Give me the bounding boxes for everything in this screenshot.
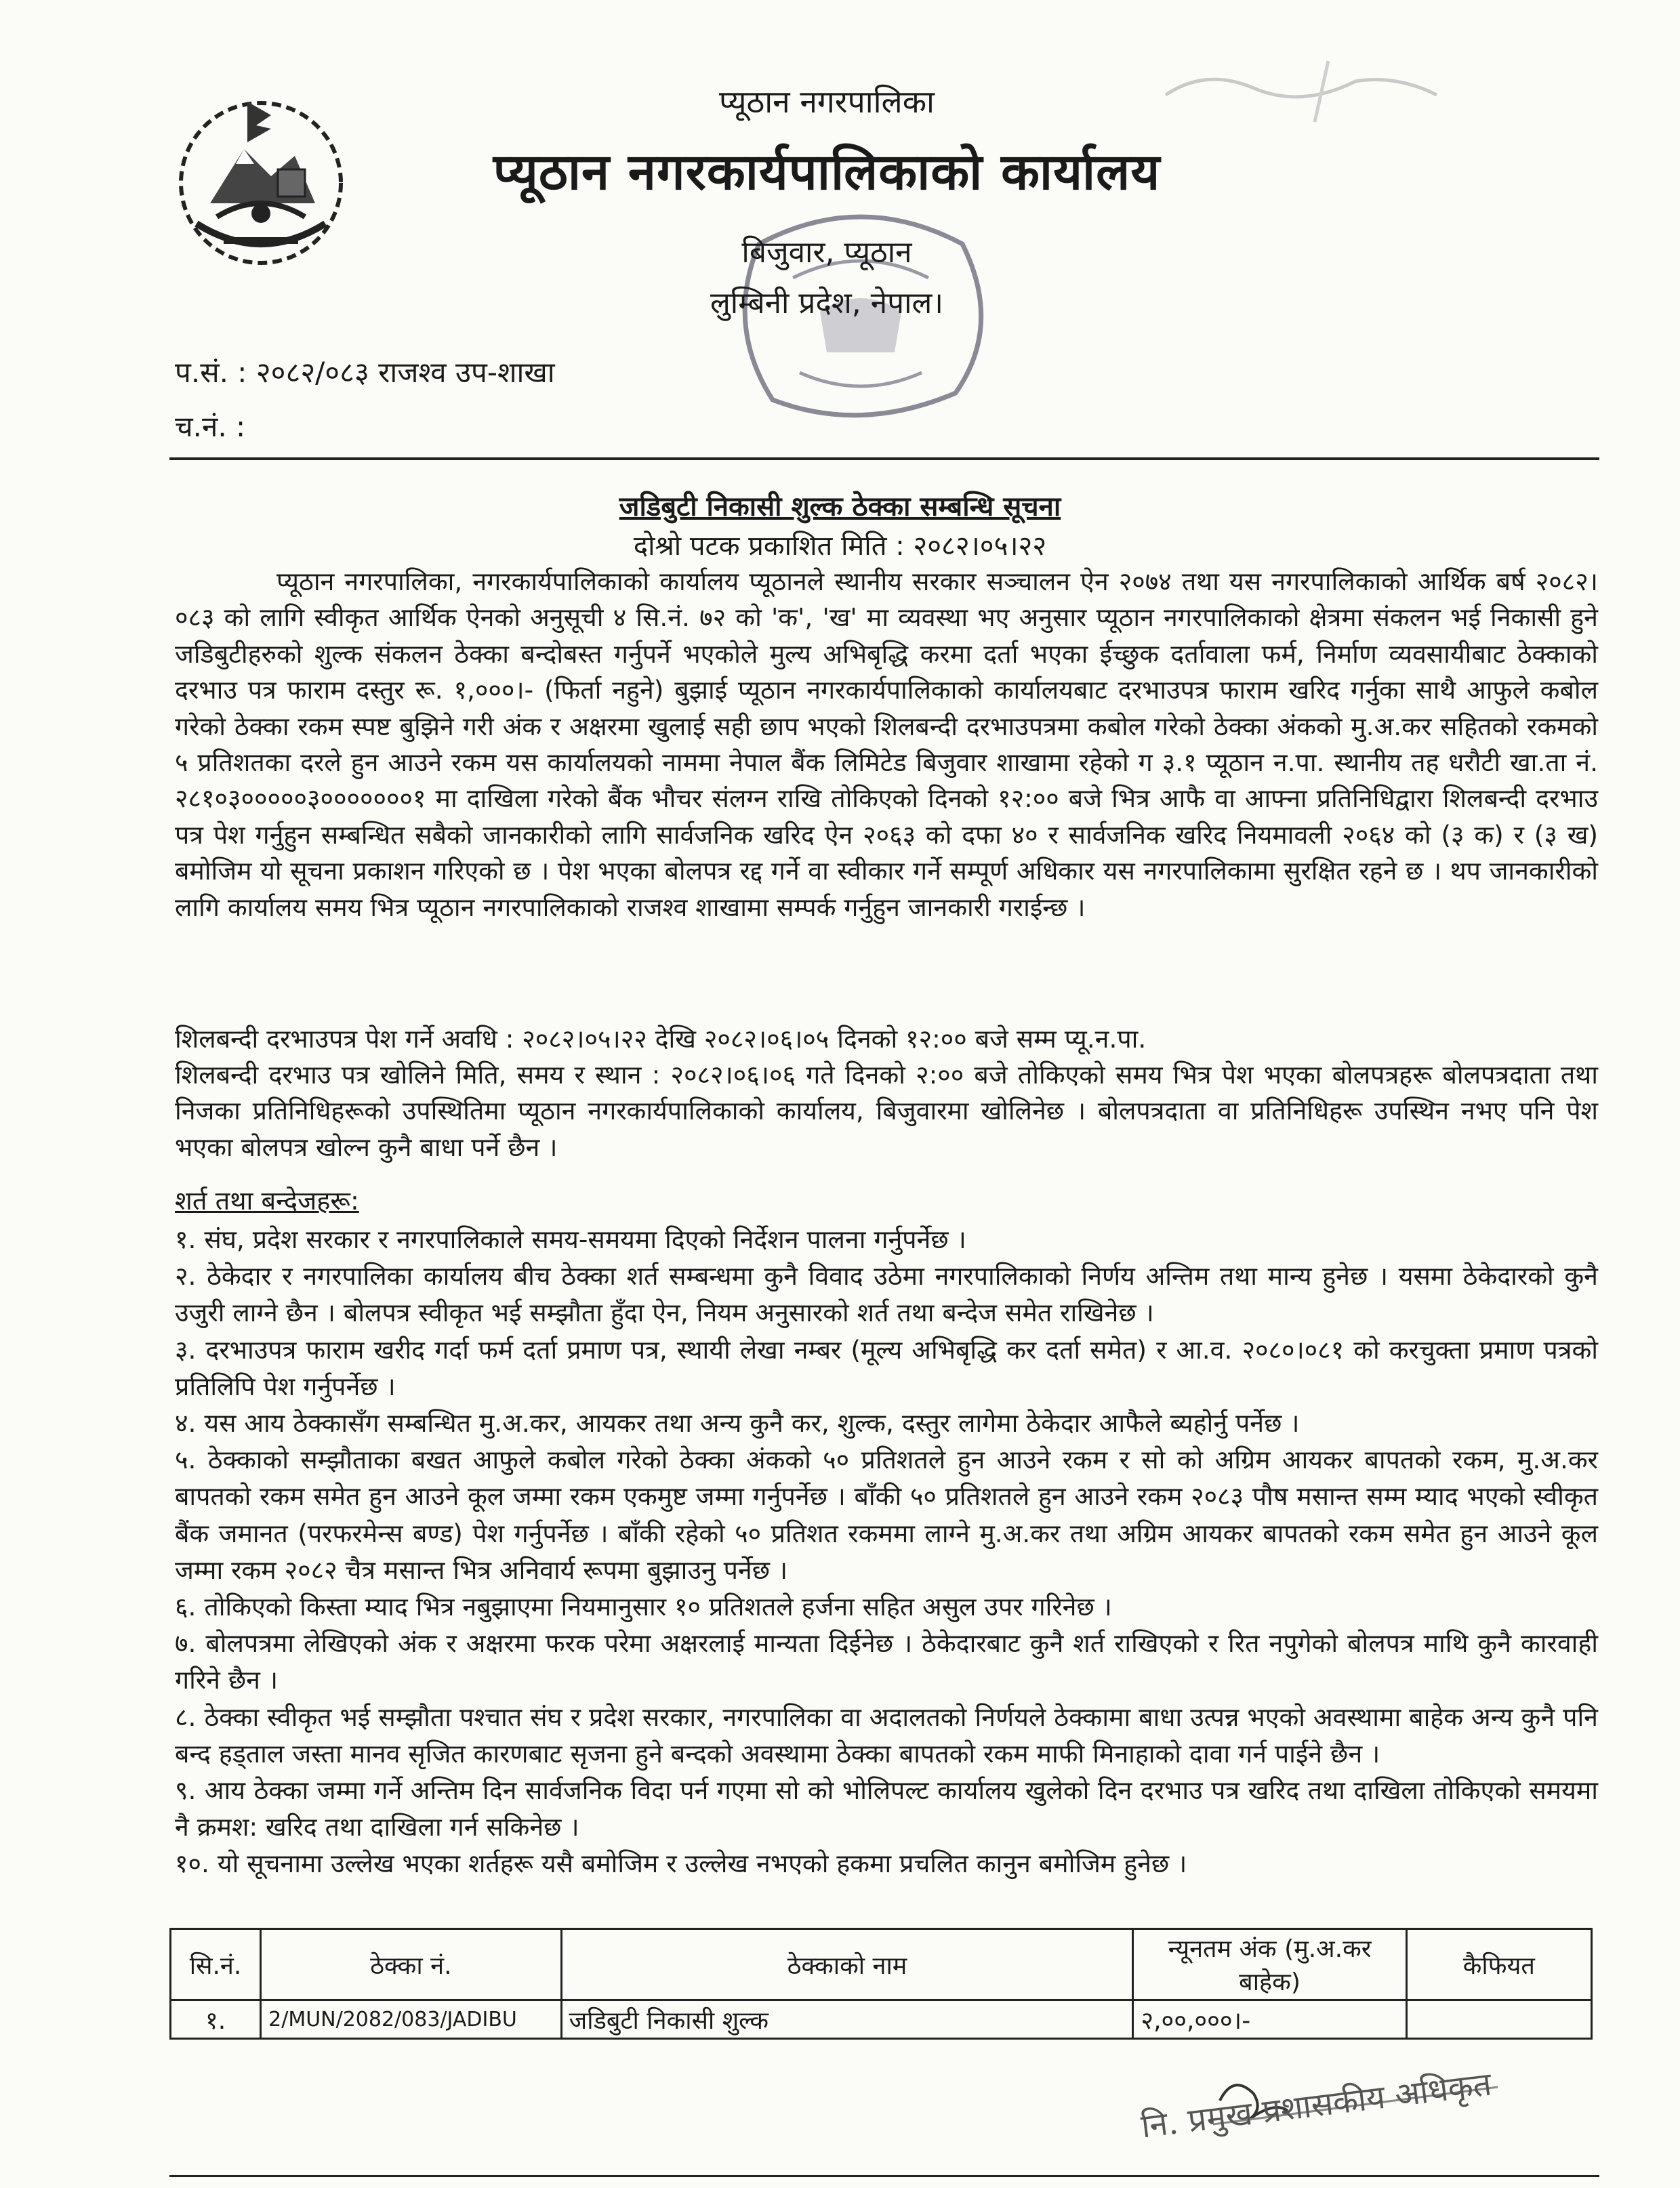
condition-item: १. संघ, प्रदेश सरकार र नगरपालिकाले समय-समयमा दिएको निर्देशन पालना गर्नुपर्नेछ । xyxy=(175,1224,966,1254)
col-min-amount-header: न्यूनतम अंक (मु.अ.कर बाहेक) xyxy=(1133,1929,1406,2000)
cell-remarks xyxy=(1406,2000,1591,2039)
condition-item: १०. यो सूचनामा उल्लेख भएका शर्तहरू यसै बमोजिम र उल्लेख नभएको हकमा प्रचलित कानुन बमोजिम हुनेछ । xyxy=(175,1849,1187,1879)
nepal-emblem-icon xyxy=(169,88,352,285)
condition-item: ४. यस आय ठेक्कासँग सम्बन्धित मु.अ.कर, आयकर तथा अन्य कुनै कर, शुल्क, दस्तुर लागेमा ठेकेदार आफैले ब्यहोर्नु पर्नेछ । xyxy=(175,1408,1300,1439)
conditions-list xyxy=(175,1221,1598,1882)
submission-deadline: शिलबन्दी दरभाउपत्र पेश गर्ने अवधि : २०८२।०५।२२ देखि २०८२।०६।०५ दिनको १२:०० बजे सम्म प्यू.न.पा. xyxy=(175,1024,1147,1054)
office-title: प्यूठान नगरकार्यपालिकाको कार्यालय xyxy=(493,143,1161,201)
contract-table xyxy=(169,1928,1593,2040)
opening-details: शिलबन्दी दरभाउ पत्र खोलिने मिति, समय र स्थान : २०८२।०६।०६ गते दिनको २:०० बजे तोकिएको समय भित्र पेश भएका बोलपत्रहरू बोलपत्रदाता तथा निजका प्रतिनिधिहरूको उपस्थितिमा प्यूठान नगरकार्यपालिकाको कार्यालय, बिजुवारमा खोलिनेछ । बोलपत्रदाता वा प्रतिनिधिहरू उपस्थिन नभए पनि पेश भएका बोलपत्र खोल्न कुनै बाधा पर्ने छैन । xyxy=(175,1060,1598,1162)
cell-serial: १. xyxy=(171,2000,261,2039)
condition-item: ३. दरभाउपत्र फाराम खरीद गर्दा फर्म दर्ता प्रमाण पत्र, स्थायी लेखा नम्बर (मूल्य अभिबृद्धि कर दर्ता समेत) र आ.व. २०८०।०८१ को करचुक्ता प्रमाण पत्रको प्रतिलिपि पेश गर्नुपर्नेछ । xyxy=(175,1334,1598,1401)
dispatch-number: च.नं. : xyxy=(175,410,246,443)
office-address: बिजुवार, प्यूठान xyxy=(741,235,912,270)
notice-schedule xyxy=(175,1021,1598,1165)
condition-item: २. ठेकेदार र नगरपालिका कार्यालय बीच ठेक्का शर्त सम्बन्धमा कुनै विवाद उठेमा नगरपालिकाको निर्णय अन्तिम तथा मान्य हुनेछ । यसमा ठेकेदारको कुनै उजुरी लाग्ने छैन । बोलपत्र स्वीकृत भई सम्झौता हुँदा ऐन, नियम अनुसारको शर्त तथा बन्देज समेत राखिनेछ । xyxy=(175,1261,1598,1328)
notice-body: प्यूठान नगरपालिका, नगरकार्यपालिकाको कार्यालय प्यूठानले स्थानीय सरकार सञ्चालन ऐन २०७४ तथा यस नगरपालिकाको आर्थिक बर्ष २०८२।०८३ को लागि स्वीकृत आर्थिक ऐनको अनुसूची ४ सि.नं. ७२ को 'क', 'ख' मा व्यवस्था भए अनुसार प्यूठान नगरपालिकाको क्षेत्रमा संकलन भई निकासी हुने जडिबुटीहरुको शुल्क संकलन ठेक्का बन्दोबस्त गर्नुपर्ने भएकोले मुल्य अभिबृद्धि करमा दर्ता भएका ईच्छुक दर्तावाला फर्म, निर्माण व्यवसायीबाट ठेक्काको दरभाउ पत्र फाराम दस्तुर रू. १,०००।- (फिर्ता नहुने) बुझाई प्यूठान नगरकार्यपालिकाको कार्यालयबाट दरभाउपत्र फाराम खरिद गर्नुका साथै आफुले कबोल गरेको ठेक्का रकम स्पष्ट बुझिने गरी अंक र अक्षरमा खुलाई सही छाप भएको शिलबन्दी दरभाउपत्रमा कबोल गरेको ठेक्का अंकको मु.अ.कर सहितको रकमको ५ प्रतिशतका दरले हुन आउने रकम यस कार्यालयको नाममा नेपाल बैंक लिमिटेड बिजुवार शाखामा रहेको ग ३.१ प्यूठान न.पा. स्थानीय तह धरौटी खा.ता नं. २८१०३०००००३०००००००१ मा दाखिला गरेको बैंक भौचर संलग्न राखि तोकिएको दिनको १२:०० बजे भित्र आफै वा आफ्ना प्रतिनिधिद्वारा शिलबन्दी दरभाउ पत्र पेश गर्नुहुन सम्बन्धित सबैको जानकारीको लागि सार्वजनिक खरिद ऐन २०६३ को दफा ४० र सार्वजनिक खरिद नियमावली २०६४ को (३ क) र (३ ख) बमोजिम यो सूचना प्रकाशन गरिएको छ । पेश भएका बोलपत्र रद्द गर्ने वा स्वीकार गर्ने सम्पूर्ण अधिकार यस नगरपालिकामा सुरक्षित रहने छ । थप जानकारीको लागि कार्यालय समय भित्र प्यूठान नगरपालिकाको राजश्व शाखामा सम्पर्क गर्नुहुन जानकारी गराईन्छ । xyxy=(175,566,1598,922)
condition-item: ६. तोकिएको किस्ता म्याद भित्र नबुझाएमा नियमानुसार १० प्रतिशतले हर्जना सहित असुल उपर गरिनेछ । xyxy=(175,1592,1112,1622)
table-row xyxy=(171,2000,1592,2039)
conditions-heading: शर्त तथा बन्देजहरू: xyxy=(175,1186,359,1216)
table-header-row xyxy=(171,1929,1592,2000)
condition-item: ९. आय ठेक्का जम्मा गर्ने अन्तिम दिन सार्वजनिक विदा पर्न गएमा सो को भोलिपल्ट कार्यालय खुलेको दिन दरभाउ पत्र खरिद तथा दाखिला तोकिएको समयमा नै क्रमश: खरिद तथा दाखिला गर्न सकिनेछ । xyxy=(175,1775,1598,1842)
cell-min-amount: २,००,०००।- xyxy=(1133,2000,1406,2039)
col-contract-no-header: ठेक्का नं. xyxy=(261,1929,561,2000)
cell-contract-name: जडिबुटी निकासी शुल्क xyxy=(561,2000,1133,2039)
col-contract-name-header: ठेक्काको नाम xyxy=(561,1929,1133,2000)
notice-title-text: जडिबुटी निकासी शुल्क ठेक्का सम्बन्धि सूचना xyxy=(619,491,1061,522)
condition-item: ५. ठेक्काको सम्झौताका बखत आफुले कबोल गरेको ठेक्का अंकको ५० प्रतिशतले हुन आउने रकम र सो को अग्रिम आयकर बापतको रकम, मु.अ.कर बापतको रकम समेत हुन आउने कूल जम्मा रकम एकमुष्ट जम्मा गर्नुपर्नेछ । बाँकी ५० प्रतिशतले हुन आउने रकम २०८३ पौष मसान्त सम्म म्याद भएको स्वीकृत बैंक जमानत (परफरमेन्स बण्ड) पेश गर्नुपर्नेछ । बाँकी रहेको ५० प्रतिशत रकममा लाग्ने मु.अ.कर तथा अग्रिम आयकर बापतको रकम समेत हुन आउने कूल जम्मा रकम २०८२ चैत्र मसान्त भित्र अनिवार्य रूपमा बुझाउनु पर्नेछ । xyxy=(175,1445,1599,1585)
footer-divider xyxy=(169,2175,1599,2177)
officer-stamp: नि. प्रमुख प्रशासकीय अधिकृत xyxy=(1139,2065,1494,2146)
reference-number: प.सं. : २०८२/०८३ राजश्व उप-शाखा xyxy=(175,356,555,389)
col-serial-header: सि.नं. xyxy=(171,1929,261,2000)
condition-item: ७. बोलपत्रमा लेखिएको अंक र अक्षरमा फरक परेमा अक्षरलाई मान्यता दिईनेछ । ठेकेदारबाट कुनै शर्त राखिएको र रित नपुगेको बोलपत्र माथि कुनै कारवाही गरिने छैन । xyxy=(175,1628,1599,1695)
header-divider xyxy=(169,457,1599,460)
notice-title xyxy=(0,487,1680,524)
office-province: लुम्बिनी प्रदेश, नेपाल। xyxy=(710,286,944,321)
notice-subtitle: दोश्रो पटक प्रकाशित मिति : २०८२।०५।२२ xyxy=(633,531,1047,562)
cell-contract-no: 2/MUN/2082/083/JADIBU xyxy=(261,2000,561,2039)
condition-item: ८. ठेक्का स्वीकृत भई सम्झौता पश्चात संघ र प्रदेश सरकार, नगरपालिका वा अदालतको निर्णयले ठेक्कामा बाधा उत्पन्न भएको अवस्थामा बाहेक अन्य कुनै पनि बन्द हड्ताल जस्ता मानव सृजित कारणबाट सृजना हुने बन्दको अवस्थामा ठेक्का बापतको रकम माफी मिनाहाको दावा गर्न पाईने छैन । xyxy=(175,1701,1598,1769)
municipality-name: प्यूठान नगरपालिका xyxy=(719,83,935,120)
col-remarks-header: कैफियत xyxy=(1406,1929,1591,2000)
